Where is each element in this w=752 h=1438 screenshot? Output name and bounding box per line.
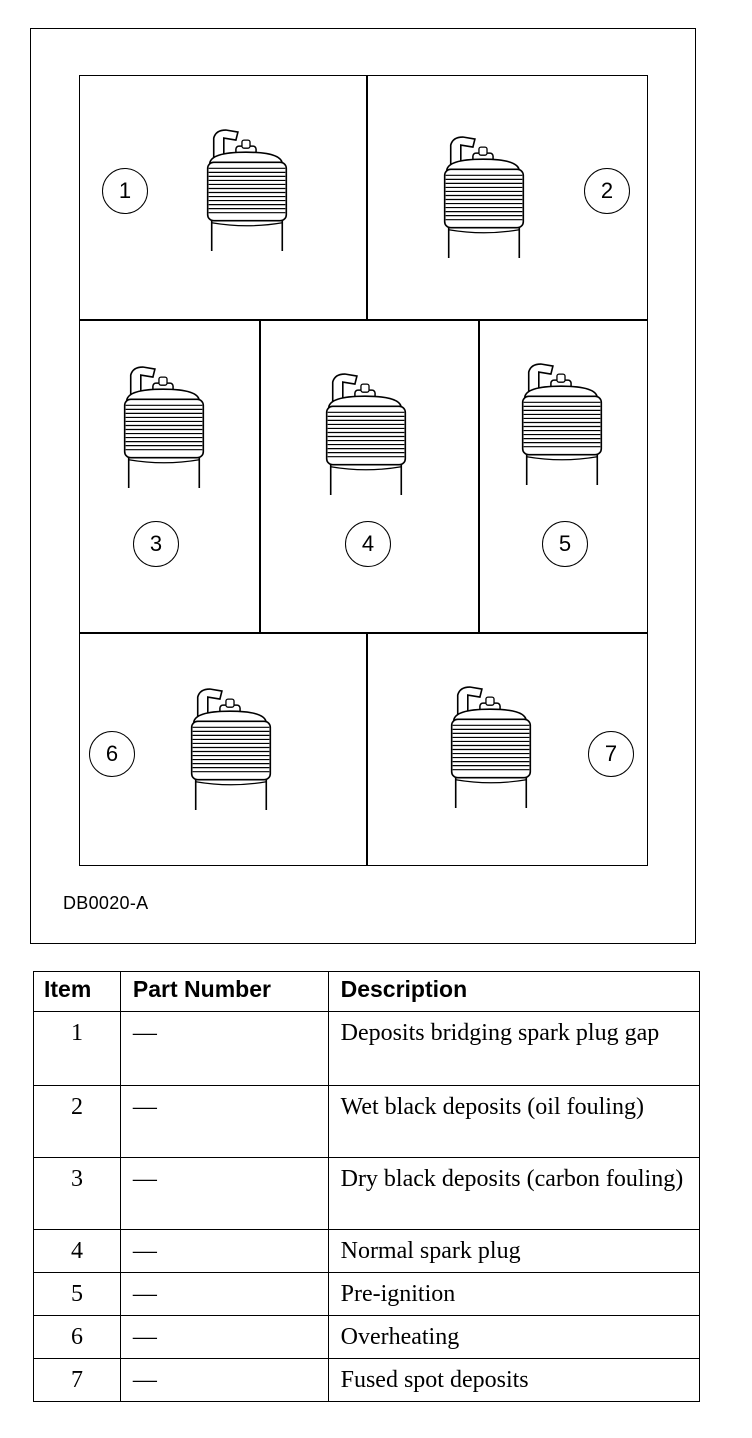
header-part-number: Part Number	[120, 972, 328, 1012]
spark-plug-2-illustration	[440, 135, 530, 260]
row-divider-1	[79, 319, 648, 321]
row-description: Wet black deposits (oil fouling)	[328, 1086, 699, 1158]
row-description: Normal spark plug	[328, 1230, 699, 1273]
figure-code: DB0020-A	[63, 893, 149, 913]
row-part-number: —	[120, 1158, 328, 1230]
spark-plug-4-illustration	[322, 372, 412, 497]
col-divider-mid-a	[259, 319, 261, 633]
row-description: Fused spot deposits	[328, 1359, 699, 1402]
row-description: Overheating	[328, 1316, 699, 1359]
callout-2: 2	[584, 168, 630, 214]
spark-plug-1-illustration	[203, 128, 293, 253]
table-row	[34, 1316, 700, 1359]
spark-plug-3-illustration	[120, 365, 210, 490]
callout-6: 6	[89, 731, 135, 777]
row-item: 3	[34, 1158, 121, 1230]
row-part-number: —	[120, 1012, 328, 1086]
row-description: Dry black deposits (carbon fouling)	[328, 1158, 699, 1230]
callout-3: 3	[133, 521, 179, 567]
row-description: Deposits bridging spark plug gap	[328, 1012, 699, 1086]
spark-plug-6-illustration	[187, 687, 277, 812]
table-row	[34, 1230, 700, 1273]
table-row	[34, 1086, 700, 1158]
row-item: 4	[34, 1230, 121, 1273]
row-part-number: —	[120, 1316, 328, 1359]
row-divider-2	[79, 632, 648, 634]
row-part-number: —	[120, 1086, 328, 1158]
spark-plug-5-illustration	[518, 362, 608, 487]
row-item: 1	[34, 1012, 121, 1086]
spark-plug-7-illustration	[447, 685, 537, 810]
table-row	[34, 1359, 700, 1402]
row-item: 7	[34, 1359, 121, 1402]
col-divider-top	[366, 75, 368, 320]
row-item: 2	[34, 1086, 121, 1158]
table-row	[34, 1273, 700, 1316]
table-row	[34, 1012, 700, 1086]
item-table	[33, 971, 700, 1402]
row-item: 5	[34, 1273, 121, 1316]
callout-5: 5	[542, 521, 588, 567]
header-description: Description	[328, 972, 699, 1012]
row-part-number: —	[120, 1230, 328, 1273]
table-row	[34, 1158, 700, 1230]
col-divider-mid-b	[478, 319, 480, 633]
table-header-row	[34, 972, 700, 1012]
callout-7: 7	[588, 731, 634, 777]
callout-4: 4	[345, 521, 391, 567]
row-part-number: —	[120, 1273, 328, 1316]
header-item: Item	[34, 972, 121, 1012]
row-item: 6	[34, 1316, 121, 1359]
row-description: Pre-ignition	[328, 1273, 699, 1316]
callout-1: 1	[102, 168, 148, 214]
col-divider-bottom	[366, 632, 368, 866]
row-part-number: —	[120, 1359, 328, 1402]
